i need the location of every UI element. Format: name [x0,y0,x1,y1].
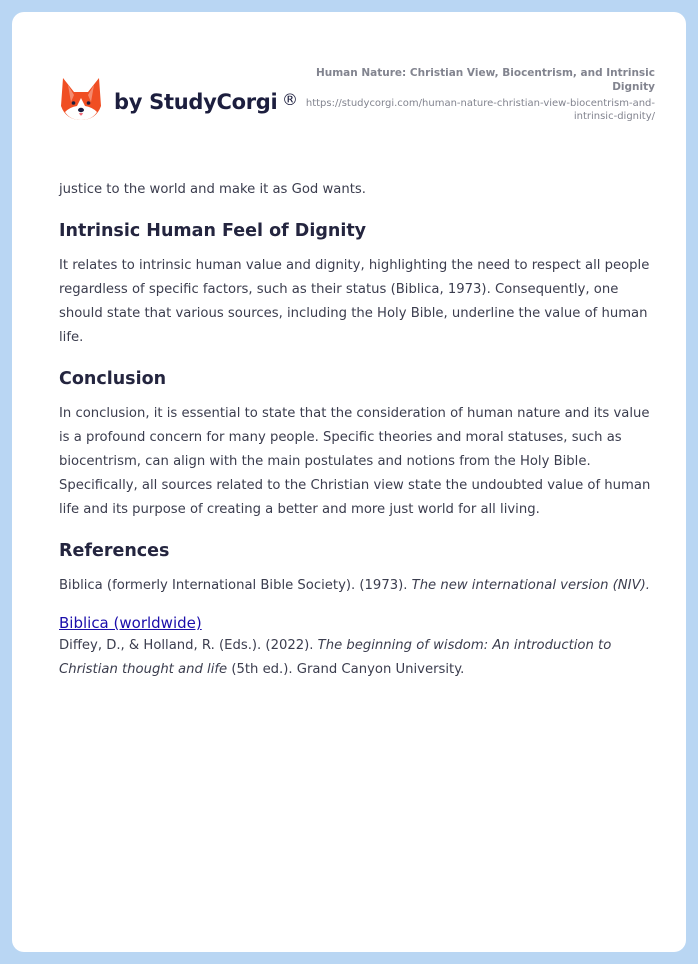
reference-italic-title: The beginning of wisdom: An introduction to Christian thought and life [59,638,612,677]
reference-list [59,574,651,682]
section-body-dignity: It relates to intrinsic human value and dignity, highlighting the need to respect all people regardless of specific factors, such as their status (Biblica, 1973). Consequently, one should state that various sources, including the Holy Bible, underline the value of human life. [59,258,650,345]
section-heading-conclusion: Conclusion [59,369,167,389]
section-heading-dignity: Intrinsic Human Feel of Dignity [59,221,367,241]
reference-item [59,574,651,598]
intro-paragraph-fragment: justice to the world and make it as God wants. [59,182,366,197]
document-page [12,12,686,952]
document-title: Human Nature: Christian View, Biocentrism, and Intrinsic Dignity [315,67,655,93]
document-url[interactable]: https://studycorgi.com/human-nature-christian-view-biocentrism-and-intrinsic-dignity/ [305,98,655,122]
document-meta [295,66,655,123]
reference-item [59,634,651,682]
section-body-conclusion: In conclusion, it is essential to state that the consideration of human nature and its value is a profound concern for many people. Specific theories and moral statuses, such as biocentrism, can align with the main postulates and notions from the Holy Bible. Specifically, all sources related to the Christian view state the undoubted value of human life and its purpose of creating a better and more just world for all living. [59,406,651,517]
article-body [59,178,651,682]
page-header [12,12,686,162]
reference-link-biblica[interactable]: Biblica (worldwide) [59,614,202,632]
registered-mark: ® [282,90,298,109]
reference-trailing-text: (5th ed.). Grand Canyon University. [227,662,465,677]
studycorgi-logo[interactable] [60,76,298,122]
logo-wordmark: by StudyCorgi [114,90,278,114]
reference-plain-text: Biblica (formerly International Bible Society). (1973). [59,578,412,593]
references-heading: References [59,541,170,561]
reference-plain-text: Diffey, D., & Holland, R. (Eds.). (2022). [59,638,318,653]
reference-italic-title: The new international version (NIV). [411,578,650,593]
corgi-logo-icon [60,76,102,122]
